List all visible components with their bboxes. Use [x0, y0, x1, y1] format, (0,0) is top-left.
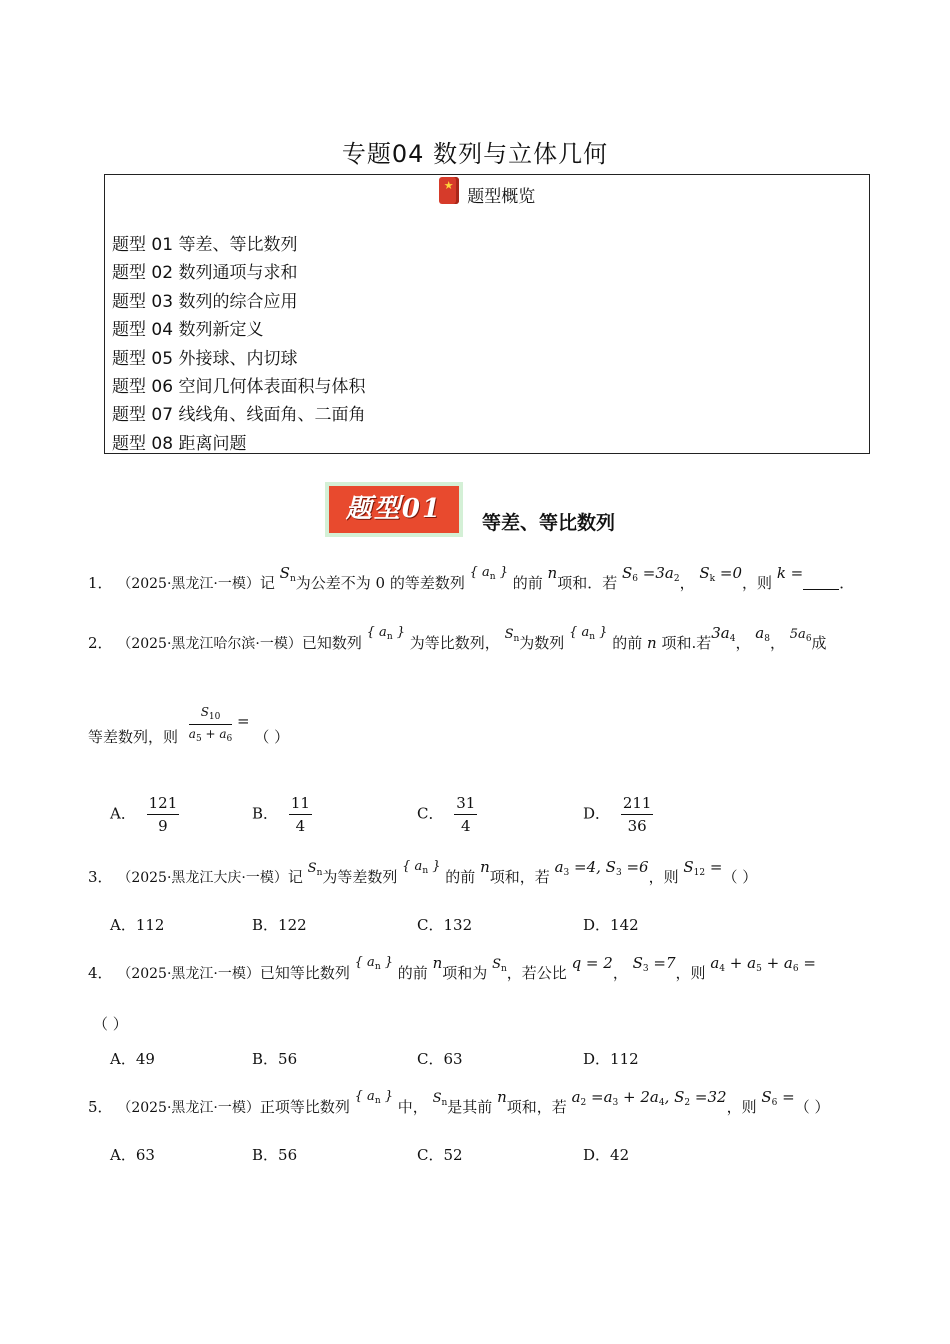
option-label: B． — [252, 1050, 279, 1068]
fraction-denominator: 9 — [158, 817, 168, 835]
overview-item[interactable]: 题型 03 数列的综合应用 — [112, 291, 298, 312]
answer-paren: （ ） — [254, 728, 290, 746]
question-text: 是其前 — [447, 1098, 493, 1116]
option-value: 63 — [443, 1050, 463, 1068]
math-sn: Sn — [432, 1091, 448, 1108]
math-sk: Sk =0 — [699, 564, 743, 584]
question-source: （2025·黑龙江·一模） — [117, 966, 260, 982]
question-text: 的前 — [612, 634, 643, 652]
math-n: n — [432, 954, 443, 972]
option-label: D． — [583, 1050, 611, 1068]
section-badge-label: 题型01 — [329, 486, 459, 533]
question-number: 2． — [88, 634, 113, 652]
section-badge — [325, 482, 463, 537]
option-label: B． — [252, 804, 279, 823]
option-fraction — [289, 794, 312, 835]
option-d[interactable] — [583, 1048, 639, 1069]
option-fraction — [621, 794, 654, 835]
math-seq-an: { an } — [366, 625, 406, 642]
question-text: 的前 — [512, 574, 543, 592]
option-label: A． — [110, 916, 136, 934]
overview-item[interactable]: 题型 05 外接球、内切球 — [112, 348, 298, 369]
fraction-numerator: 11 — [289, 794, 312, 815]
question-text: ，则 — [742, 574, 773, 592]
question-text: 项和．若 — [557, 574, 618, 592]
option-b[interactable] — [252, 1144, 297, 1165]
question-source: （2025·黑龙江·一模） — [117, 1100, 260, 1116]
math-k: k = — [776, 564, 804, 582]
math-n: n — [497, 1088, 507, 1106]
question-text: ，若公比 — [506, 964, 567, 982]
overview-item[interactable]: 题型 08 距离问题 — [112, 433, 247, 454]
question-text: 的前 — [397, 964, 428, 982]
option-d[interactable] — [583, 794, 653, 835]
math-seq-an: { an } — [354, 955, 394, 972]
option-value: 52 — [443, 1146, 463, 1164]
question-text: 项和.若 — [661, 634, 712, 652]
math-n: n — [547, 564, 558, 582]
overview-item[interactable]: 题型 01 等差、等比数列 — [112, 235, 298, 255]
question-source: （2025·黑龙江·一模） — [117, 576, 260, 592]
option-value: 42 — [610, 1146, 630, 1164]
question-text: 正项等比数列 — [259, 1098, 350, 1116]
option-b[interactable] — [252, 914, 307, 935]
fraction-denominator: 4 — [295, 817, 306, 835]
question-5 — [88, 1088, 830, 1118]
question-text: 为等差数列 — [322, 868, 398, 886]
option-a[interactable] — [110, 794, 179, 835]
question-text: ， — [735, 634, 751, 652]
option-value: 142 — [610, 916, 639, 934]
fraction-denominator: a5 + a6 — [188, 727, 233, 744]
question-text: ． — [839, 574, 855, 592]
question-source: （2025·黑龙江哈尔滨·一模） — [117, 636, 302, 652]
question-2-line2 — [88, 705, 289, 747]
math-condition: a2 =a3 + 2a4, S2 =32 — [571, 1088, 727, 1108]
option-label: B． — [252, 916, 279, 934]
answer-paren: （ ） — [722, 868, 758, 886]
option-label: C． — [417, 916, 444, 934]
question-text: 为公差不为 0 的等差数列 — [295, 574, 465, 592]
answer-blank[interactable] — [803, 575, 839, 590]
overview-item[interactable]: 题型 02 数列通项与求和 — [112, 263, 298, 284]
question-text: 项和，若 — [489, 868, 550, 886]
option-fraction — [147, 794, 180, 835]
math-seq-an: { an } — [469, 565, 508, 582]
math-a4-a5-a6: a4 + a5 + a6 = — [710, 954, 816, 974]
option-d[interactable] — [583, 1144, 629, 1165]
option-value: 56 — [278, 1050, 298, 1068]
question-text: ，则 — [726, 1098, 757, 1116]
option-c[interactable] — [417, 1048, 463, 1069]
question-text: ， — [769, 634, 785, 652]
math-3a4: 3a4 — [711, 624, 736, 644]
question-number: 4． — [88, 964, 113, 982]
option-a[interactable] — [110, 914, 164, 935]
math-s6: S6 =3a2 — [622, 564, 680, 584]
question-4 — [88, 954, 816, 984]
question-text: 成 — [811, 634, 827, 652]
math-sn: Sn — [504, 627, 520, 644]
option-label: D． — [583, 916, 611, 934]
overview-item[interactable]: 题型 07 线线角、线面角、二面角 — [112, 405, 366, 426]
option-value: 56 — [278, 1146, 298, 1164]
option-value: 122 — [278, 916, 307, 934]
fraction-numerator: 31 — [454, 794, 477, 815]
question-text: 已知数列 — [301, 634, 362, 652]
option-value: 49 — [135, 1050, 155, 1068]
math-a3-s3: a3 =4, S3 =6 — [554, 858, 649, 878]
question-text: 等差数列，则 — [88, 728, 179, 746]
option-c[interactable] — [417, 914, 472, 935]
question-text: 为等比数列， — [409, 634, 500, 652]
overview-heading-label: 题型概览 — [467, 187, 536, 207]
math-seq-an: { an } — [569, 625, 608, 642]
question-text: 记 — [259, 574, 275, 592]
math-seq-an: { an } — [354, 1089, 394, 1106]
question-text: ，则 — [648, 868, 679, 886]
option-label: D． — [583, 1146, 611, 1164]
question-text: 为数列 — [519, 634, 565, 652]
question-text: 项和，若 — [506, 1098, 567, 1116]
option-label: C． — [417, 804, 444, 823]
option-b[interactable] — [252, 794, 312, 835]
overview-heading — [105, 177, 869, 207]
option-label: B． — [252, 1146, 279, 1164]
math-fraction — [189, 705, 232, 744]
option-b[interactable] — [252, 1048, 297, 1069]
question-text: ， — [679, 574, 695, 592]
question-2 — [88, 624, 827, 654]
question-text: ， — [612, 964, 628, 982]
option-label: D． — [583, 804, 611, 823]
option-label: C． — [417, 1050, 444, 1068]
question-number: 5． — [88, 1098, 113, 1116]
math-sn: Sn — [492, 957, 507, 974]
option-fraction — [454, 794, 477, 835]
math-equals: = — [237, 712, 250, 730]
math-n: n — [480, 858, 490, 876]
math-a8: a8 — [755, 624, 770, 644]
fraction-denominator: 4 — [461, 817, 471, 835]
fraction-denominator: 36 — [627, 817, 647, 835]
math-sn: Sn — [307, 861, 323, 878]
question-4-paren — [93, 1013, 128, 1034]
option-d[interactable] — [583, 914, 639, 935]
fraction-numerator: 121 — [147, 794, 180, 815]
document-title: 专题04 数列与立体几何 — [341, 140, 609, 168]
question-number: 1． — [88, 574, 113, 592]
math-n: n — [647, 634, 657, 652]
overview-box — [104, 174, 870, 454]
question-text: 记 — [287, 868, 303, 886]
question-1 — [88, 564, 855, 594]
question-3 — [88, 858, 758, 888]
fraction-numerator: S10 — [189, 705, 232, 725]
fraction-numerator: 211 — [621, 794, 654, 815]
math-5a6: 5a6 — [789, 627, 812, 644]
answer-paren: （ ） — [93, 1015, 128, 1033]
option-c[interactable] — [417, 794, 477, 835]
option-label: A． — [110, 1146, 136, 1164]
option-a[interactable] — [110, 1144, 155, 1165]
answer-paren: （ ） — [794, 1098, 830, 1116]
overview-item[interactable]: 题型 04 数列新定义 — [112, 320, 264, 341]
option-c[interactable] — [417, 1144, 463, 1165]
question-source: （2025·黑龙江大庆·一模） — [117, 870, 288, 886]
option-value: 112 — [135, 916, 165, 934]
question-text: 项和为 — [442, 964, 488, 982]
math-s3: S3 =7 — [632, 954, 676, 974]
math-sn: Sn — [279, 564, 296, 584]
overview-item[interactable]: 题型 06 空间几何体表面积与体积 — [112, 376, 366, 397]
option-label: C． — [417, 1146, 444, 1164]
question-text: 的前 — [445, 868, 476, 886]
option-value: 63 — [135, 1146, 155, 1164]
question-text: 已知等比数列 — [259, 964, 350, 982]
option-label: A． — [110, 804, 136, 823]
option-label: A． — [110, 1050, 136, 1068]
question-text: ，则 — [675, 964, 706, 982]
section-title: 等差、等比数列 — [482, 512, 616, 534]
question-text: 中， — [397, 1098, 428, 1116]
math-s12: S12 = — [683, 858, 723, 878]
math-q: q = 2 — [571, 954, 613, 972]
overview-list — [112, 231, 365, 458]
book-icon: ★ — [439, 177, 459, 204]
math-seq-an: { an } — [402, 859, 441, 876]
option-value: 132 — [443, 916, 473, 934]
math-s6: S6 = — [761, 1088, 795, 1108]
option-value: 112 — [610, 1050, 639, 1068]
option-a[interactable] — [110, 1048, 155, 1069]
question-number: 3． — [88, 868, 113, 886]
